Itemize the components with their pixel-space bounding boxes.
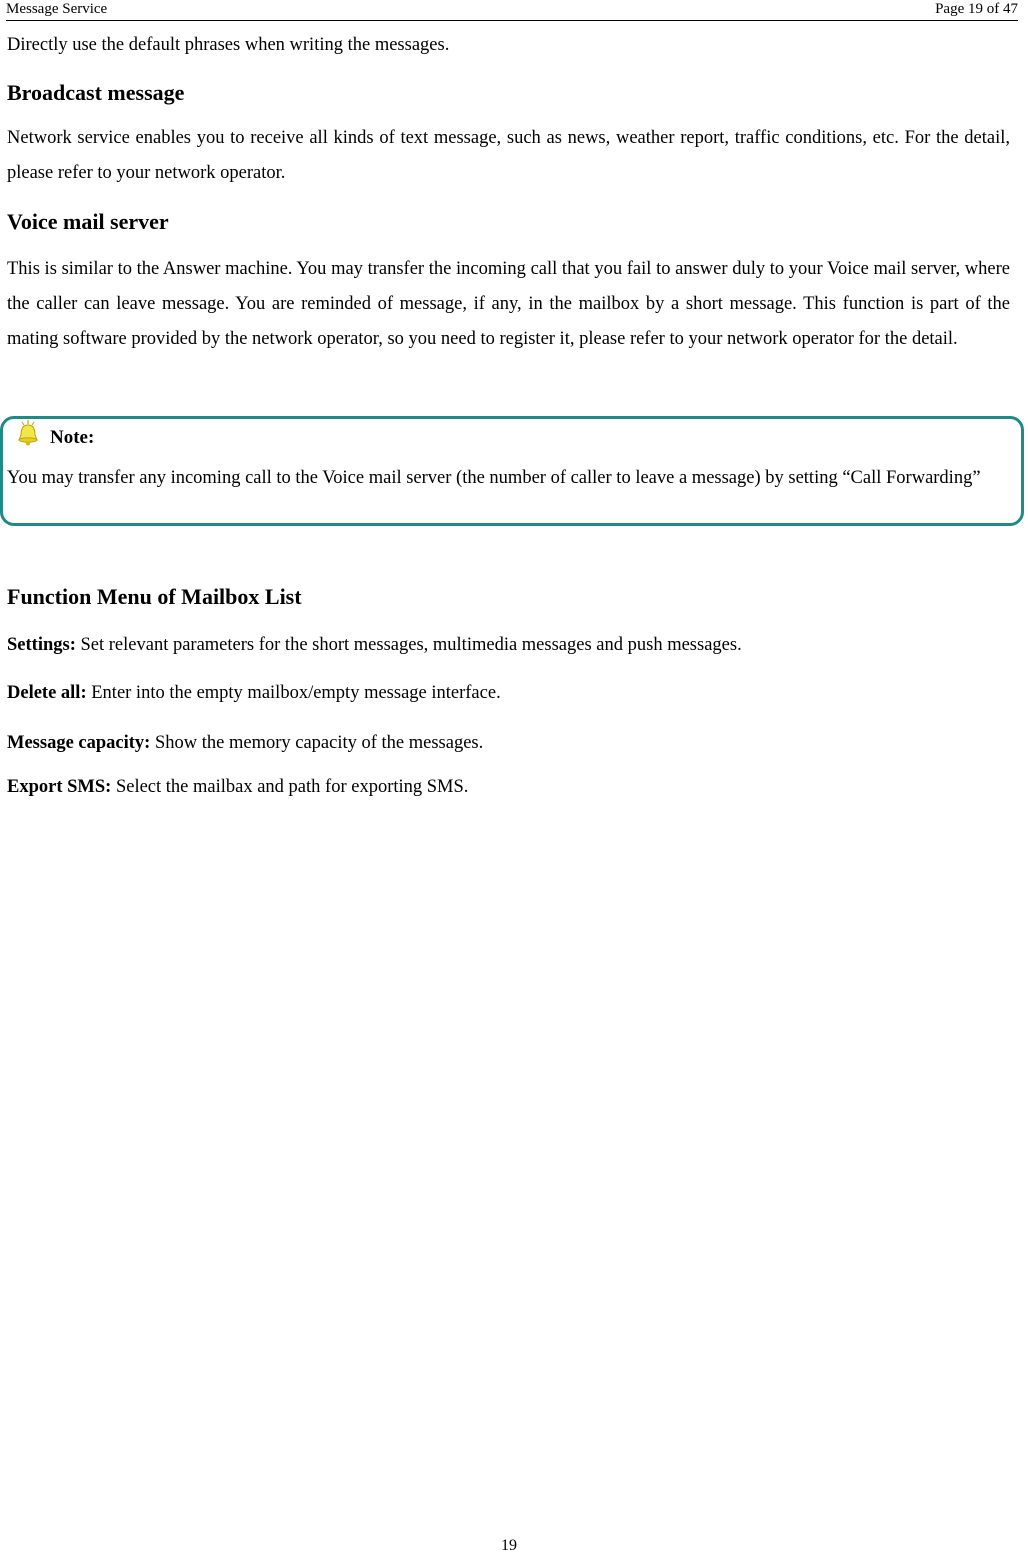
intro-paragraph: Directly use the default phrases when writing the messages. — [7, 35, 450, 55]
note-text: You may transfer any incoming call to the Voice mail server (the number of caller to leave a message) by setting “Call Forwarding” — [7, 468, 981, 488]
definition-term: Export SMS: — [7, 777, 112, 797]
definition-delete-all — [7, 679, 501, 707]
broadcast-paragraph: Network service enables you to receive all kinds of text message, such as news, weather report, traffic conditions, etc. For the detail, please refer to your network operator. — [7, 128, 1010, 183]
voicemail-paragraph: This is similar to the Answer machine. You may transfer the incoming call that you fail to answer duly to your Voice mail server, where the caller can leave message. You are reminded of message, if any, in the mailbox by a short message. This function is part of the mating software provided by the network operator, so you need to register it, please refer to your network operator for the detail. — [7, 259, 1010, 349]
voicemail-heading: Voice mail server — [7, 209, 169, 234]
definition-text: Select the mailbax and path for exporting SMS. — [111, 777, 469, 797]
header-section-title: Message Service — [6, 1, 108, 17]
definition-text: Set relevant parameters for the short messages, multimedia messages and push messages. — [75, 635, 742, 655]
bell-icon — [13, 419, 43, 449]
page-header — [6, 0, 1018, 21]
definition-message-capacity — [7, 729, 483, 757]
function-menu-heading: Function Menu of Mailbox List — [7, 584, 302, 609]
definition-term: Settings: — [7, 635, 76, 655]
definition-text: Show the memory capacity of the messages. — [150, 733, 484, 753]
definition-term: Message capacity: — [7, 733, 151, 753]
definition-term: Delete all: — [7, 683, 87, 703]
page-number: 19 — [501, 1537, 517, 1554]
definition-settings — [7, 631, 742, 659]
definition-export-sms — [7, 773, 468, 801]
note-label: Note: — [50, 427, 95, 448]
definition-text: Enter into the empty mailbox/empty message interface. — [86, 683, 501, 703]
broadcast-heading: Broadcast message — [7, 80, 185, 105]
header-page-indicator: Page 19 of 47 — [935, 1, 1018, 17]
